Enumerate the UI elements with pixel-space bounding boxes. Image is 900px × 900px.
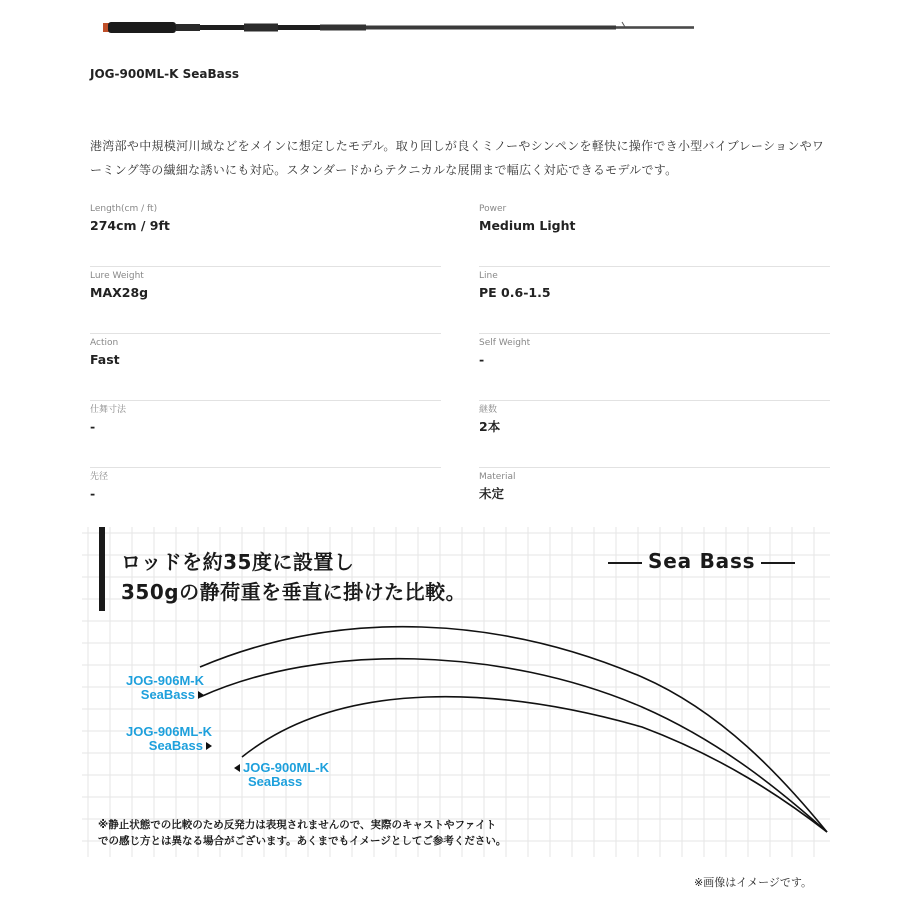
model-label-906ml (98, 725, 212, 753)
pointer-left-icon (234, 764, 240, 772)
product-title: JOG-900ML-K SeaBass (90, 67, 239, 81)
spec-length (90, 200, 441, 267)
note-line-2: での感じ方とは異なる場合がございます。あくまでもイメージとしてご参考ください。 (98, 835, 507, 847)
spec-value: - (90, 486, 96, 501)
headline-line-1: ロッドを約35度に設置し (121, 550, 355, 574)
category-tag (602, 549, 801, 573)
spec-row (90, 468, 830, 535)
spec-label: 継数 (479, 405, 498, 415)
spec-label: Action (90, 338, 119, 348)
spec-label: 仕舞寸法 (90, 405, 127, 415)
comparison-note (98, 817, 506, 849)
spec-line (479, 267, 830, 334)
spec-value: Medium Light (479, 218, 576, 233)
model-label-906m (98, 674, 204, 702)
tag-rule-right (761, 562, 795, 564)
spec-row (90, 401, 830, 468)
pointer-right-icon (206, 742, 212, 750)
product-description: 港湾部や中規模河川域などをメインに想定したモデル。取り回しが良くミノーやシンペンを軽快に操作でき小型バイブレーションやワーミング等の繊細な誘いにも対応。スタンダードからテクニカルな展開まで幅広く対応できるモデルです。 (90, 139, 825, 177)
spec-label: Power (479, 204, 507, 214)
spec-value: - (479, 352, 485, 367)
spec-value: 274cm / 9ft (90, 218, 170, 233)
spec-value: - (90, 419, 96, 434)
model-label-900ml (234, 761, 329, 789)
pointer-right-icon (198, 691, 204, 699)
spec-power (479, 200, 830, 267)
spec-label: Line (479, 271, 498, 281)
spec-value: Fast (90, 352, 120, 367)
spec-row (90, 267, 830, 334)
model-sub: SeaBass (148, 738, 203, 753)
model-code: JOG-900ML-K (243, 760, 329, 775)
comparison-headline (121, 547, 466, 607)
note-line-1: ※静止状態での比較のため反発力は表現されませんので、実際のキャストやファイト (98, 819, 497, 831)
model-code: JOG-906ML-K (126, 724, 212, 739)
spec-value: 未定 (479, 486, 505, 501)
spec-label: 先径 (90, 472, 109, 482)
spec-label: Lure Weight (90, 271, 144, 281)
spec-material (479, 468, 830, 535)
model-sub: SeaBass (140, 687, 195, 702)
spec-row (90, 200, 830, 267)
spec-self-weight (479, 334, 830, 401)
spec-row (90, 334, 830, 401)
bend-comparison-panel (82, 527, 830, 857)
spec-value: 2本 (479, 419, 501, 434)
spec-value: MAX28g (90, 285, 149, 300)
spec-label: Material (479, 472, 516, 482)
spec-pieces (479, 401, 830, 468)
spec-lure-weight (90, 267, 441, 334)
spec-tip-diameter (90, 468, 441, 535)
spec-label: Length(cm / ft) (90, 204, 158, 214)
tag-rule-left (608, 562, 642, 564)
spec-value: PE 0.6-1.5 (479, 285, 551, 300)
image-footnote: ※画像はイメージです。 (693, 876, 812, 889)
model-code: JOG-906M-K (125, 673, 204, 688)
headline-bar (99, 527, 105, 611)
bend-curve-906m (200, 627, 827, 832)
spec-table (90, 200, 830, 535)
tag-text: Sea Bass (648, 549, 756, 573)
rod-image (0, 0, 900, 60)
bend-curve-906ml (200, 659, 827, 832)
spec-label: Self Weight (479, 338, 531, 348)
model-sub: SeaBass (248, 774, 303, 789)
headline-line-2: 350gの静荷重を垂直に掛けた比較。 (121, 580, 467, 604)
spec-closed-length (90, 401, 441, 468)
spec-action (90, 334, 441, 401)
